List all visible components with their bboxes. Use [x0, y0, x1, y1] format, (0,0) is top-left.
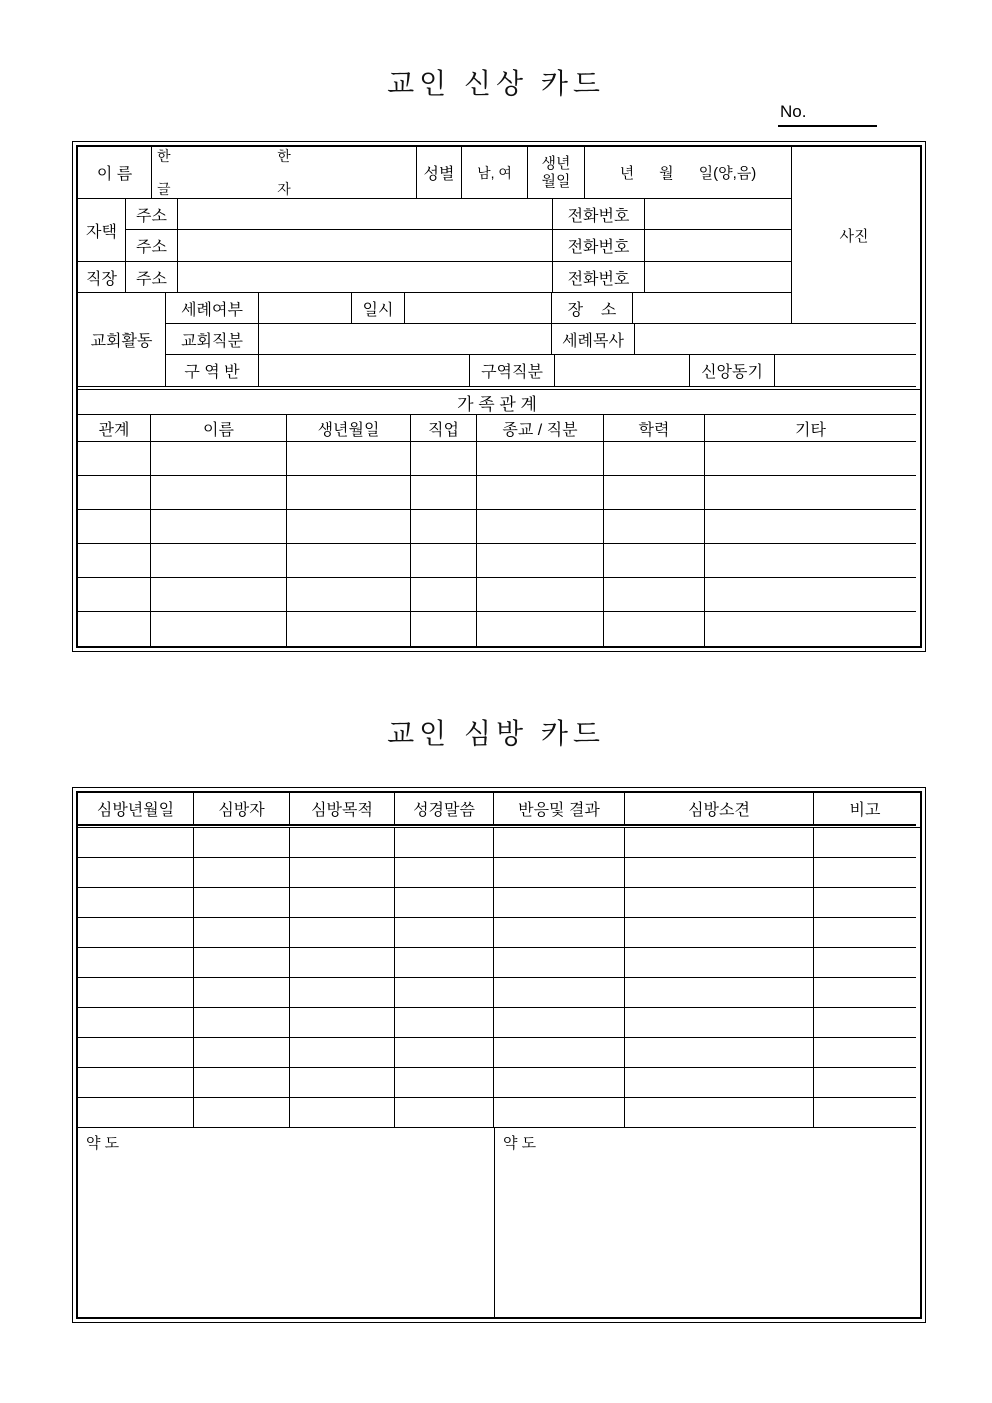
church-activity-label: 교회활동	[78, 293, 166, 386]
hanja-label-bottom: 자	[277, 181, 291, 197]
table-cell	[194, 828, 290, 857]
table-cell	[395, 828, 494, 857]
table-cell	[411, 612, 477, 646]
table-cell	[477, 476, 604, 509]
gender-options: 남, 여	[462, 147, 528, 198]
table-cell	[290, 1068, 395, 1097]
table-cell	[194, 948, 290, 977]
family-section-title: 가 족 관 계	[78, 390, 916, 415]
table-cell	[78, 1098, 194, 1127]
table-cell	[194, 1038, 290, 1067]
photo-label: 사진	[839, 227, 869, 245]
phone-label: 전화번호	[553, 199, 645, 229]
table-cell	[290, 918, 395, 947]
faith-motive-field	[775, 355, 916, 386]
map-label: 약 도	[503, 1135, 537, 1152]
family-table-row	[78, 442, 916, 476]
datetime-label: 일시	[352, 293, 405, 323]
table-cell	[290, 1038, 395, 1067]
visit-table-row	[78, 1008, 916, 1038]
work-address-field	[178, 262, 553, 292]
column-header: 비고	[849, 802, 881, 819]
table-cell	[78, 978, 194, 1007]
district-row	[166, 355, 916, 386]
work-label: 직장	[78, 262, 126, 292]
table-cell	[287, 442, 411, 475]
table-cell	[411, 476, 477, 509]
family-table-row	[78, 510, 916, 544]
column-header: 기타	[795, 421, 826, 439]
family-table-row	[78, 544, 916, 578]
baptism-label: 세례여부	[166, 293, 259, 323]
table-cell	[814, 828, 916, 857]
table-cell	[194, 888, 290, 917]
table-cell	[78, 476, 151, 509]
table-cell	[194, 858, 290, 887]
hanja-label-top: 한	[277, 148, 291, 164]
visit-card-title: 교인 심방 카드	[387, 718, 605, 749]
table-cell	[290, 888, 395, 917]
map-box-right	[495, 1128, 916, 1317]
family-table-row	[78, 476, 916, 510]
table-cell	[287, 544, 411, 577]
table-cell	[78, 1038, 194, 1067]
table-cell	[287, 578, 411, 611]
home-label: 자택	[78, 199, 126, 261]
table-cell	[395, 1068, 494, 1097]
table-cell	[290, 978, 395, 1007]
table-cell	[494, 828, 625, 857]
birth-label-bottom: 월일	[541, 172, 571, 190]
column-header: 이름	[151, 415, 287, 441]
table-cell	[814, 948, 916, 977]
table-cell	[814, 1038, 916, 1067]
table-cell	[78, 510, 151, 543]
faith-motive-label: 신앙동기	[690, 355, 775, 386]
table-cell	[814, 978, 916, 1007]
table-cell	[78, 918, 194, 947]
home-address-row-1	[126, 199, 792, 230]
name-label: 이 름	[78, 147, 152, 198]
table-cell	[705, 442, 916, 475]
table-cell	[625, 1068, 814, 1097]
table-cell	[290, 1008, 395, 1037]
address-label: 주소	[126, 262, 178, 292]
visit-table-row	[78, 1098, 916, 1128]
table-cell	[395, 978, 494, 1007]
home-phone-field-1	[645, 199, 792, 229]
work-phone-field	[645, 262, 792, 292]
table-cell	[395, 1008, 494, 1037]
church-position-row	[166, 324, 916, 355]
column-header: 심방목적	[290, 793, 395, 824]
visit-table-row	[78, 888, 916, 918]
hangul-label-top: 한	[157, 148, 171, 164]
table-cell	[411, 442, 477, 475]
column-header: 성경말씀	[395, 793, 494, 824]
table-cell	[705, 544, 916, 577]
church-position-label: 교회직분	[166, 324, 259, 354]
table-cell	[604, 510, 705, 543]
table-cell	[814, 918, 916, 947]
table-cell	[290, 1098, 395, 1127]
district-class-field	[259, 355, 470, 386]
visit-table-row	[78, 918, 916, 948]
table-cell	[194, 1098, 290, 1127]
visit-table-row	[78, 1068, 916, 1098]
home-address-row-2	[126, 230, 792, 261]
column-header: 심방년월일	[78, 793, 194, 824]
birth-label	[528, 147, 585, 198]
table-cell	[814, 1068, 916, 1097]
visit-table-header	[78, 793, 916, 826]
district-class-label: 구 역 반	[166, 355, 259, 386]
table-cell	[705, 476, 916, 509]
table-cell	[78, 544, 151, 577]
visit-table-row	[78, 978, 916, 1008]
table-cell	[494, 1038, 625, 1067]
table-cell	[494, 978, 625, 1007]
table-cell	[194, 918, 290, 947]
place-field	[633, 293, 792, 323]
photo-box	[792, 147, 916, 324]
table-cell	[625, 858, 814, 887]
table-cell	[494, 888, 625, 917]
birth-date-field: 년 월 일(양,음)	[585, 147, 792, 198]
table-cell	[287, 612, 411, 646]
table-cell	[477, 442, 604, 475]
family-table-row	[78, 578, 916, 612]
home-address-field-1	[178, 199, 553, 229]
hangul-label-bottom: 글	[157, 181, 171, 197]
table-cell	[494, 1098, 625, 1127]
table-cell	[78, 442, 151, 475]
phone-label: 전화번호	[553, 262, 645, 292]
table-cell	[78, 858, 194, 887]
church-activity-rows	[78, 293, 916, 387]
table-cell	[151, 612, 287, 646]
home-phone-field-2	[645, 230, 792, 261]
table-cell	[411, 510, 477, 543]
member-card-title: 교인 신상 카드	[387, 68, 605, 99]
table-cell	[395, 858, 494, 887]
map-label: 약 도	[86, 1135, 120, 1152]
baptism-pastor-label: 세례목사	[552, 324, 635, 354]
table-cell	[625, 978, 814, 1007]
family-table-row	[78, 612, 916, 646]
table-cell	[477, 612, 604, 646]
table-cell	[78, 1008, 194, 1037]
hangul-label	[157, 149, 171, 196]
table-cell	[625, 918, 814, 947]
datetime-field	[405, 293, 552, 323]
table-cell	[814, 858, 916, 887]
table-cell	[705, 578, 916, 611]
doc-number-label: No.	[780, 102, 807, 121]
visit-table-row	[78, 828, 916, 858]
table-cell	[395, 888, 494, 917]
baptism-field	[259, 293, 352, 323]
table-cell	[494, 918, 625, 947]
visit-table-body	[78, 828, 920, 1128]
column-header: 반응및 결과	[494, 793, 625, 824]
table-cell	[395, 948, 494, 977]
table-cell	[395, 1038, 494, 1067]
doc-number-field	[778, 102, 877, 127]
work-row	[78, 262, 792, 293]
column-header: 심방소견	[625, 793, 814, 824]
visit-card-table	[72, 787, 926, 1323]
table-cell	[78, 828, 194, 857]
table-cell	[625, 888, 814, 917]
table-cell	[194, 1068, 290, 1097]
family-table-header	[78, 415, 916, 442]
table-cell	[411, 544, 477, 577]
address-label: 주소	[126, 230, 178, 261]
table-cell	[625, 948, 814, 977]
table-cell	[604, 578, 705, 611]
table-cell	[477, 544, 604, 577]
table-cell	[78, 948, 194, 977]
table-cell	[494, 1068, 625, 1097]
table-cell	[395, 918, 494, 947]
table-cell	[625, 1038, 814, 1067]
table-cell	[287, 510, 411, 543]
table-cell	[494, 858, 625, 887]
table-cell	[287, 476, 411, 509]
name-input-field	[152, 147, 417, 198]
address-label: 주소	[126, 199, 178, 229]
phone-label: 전화번호	[553, 230, 645, 261]
table-cell	[604, 612, 705, 646]
table-cell	[290, 858, 395, 887]
column-header: 심방자	[194, 793, 290, 824]
baptism-pastor-field	[635, 324, 916, 354]
family-table-body	[78, 442, 920, 646]
table-cell	[477, 578, 604, 611]
column-header: 관계	[78, 415, 151, 441]
district-position-field	[555, 355, 690, 386]
hanja-label	[277, 149, 291, 196]
table-cell	[814, 1098, 916, 1127]
table-cell	[78, 612, 151, 646]
baptism-row	[166, 293, 792, 324]
church-position-field	[259, 324, 552, 354]
table-cell	[290, 828, 395, 857]
home-address-field-2	[178, 230, 553, 261]
table-cell	[494, 948, 625, 977]
place-label: 장 소	[552, 293, 633, 323]
table-cell	[194, 978, 290, 1007]
table-cell	[604, 544, 705, 577]
gender-label: 성별	[417, 147, 462, 198]
district-position-label: 구역직분	[470, 355, 555, 386]
name-row	[78, 147, 792, 199]
table-cell	[494, 1008, 625, 1037]
table-cell	[151, 578, 287, 611]
map-row	[78, 1128, 916, 1317]
table-cell	[625, 1098, 814, 1127]
table-cell	[625, 1008, 814, 1037]
member-card-table	[72, 141, 926, 652]
table-cell	[151, 476, 287, 509]
table-cell	[78, 888, 194, 917]
column-header: 직업	[411, 415, 477, 441]
table-cell	[705, 612, 916, 646]
table-cell	[151, 544, 287, 577]
table-cell	[395, 1098, 494, 1127]
map-box-left	[78, 1128, 495, 1317]
table-cell	[477, 510, 604, 543]
table-cell	[78, 578, 151, 611]
visit-table-row	[78, 948, 916, 978]
table-cell	[151, 442, 287, 475]
table-cell	[814, 1008, 916, 1037]
column-header: 종교 / 직분	[477, 415, 604, 441]
table-cell	[78, 1068, 194, 1097]
table-cell	[411, 578, 477, 611]
table-cell	[705, 510, 916, 543]
table-cell	[604, 442, 705, 475]
home-rows	[78, 199, 792, 262]
table-cell	[151, 510, 287, 543]
table-cell	[604, 476, 705, 509]
table-cell	[814, 888, 916, 917]
column-header: 학력	[604, 415, 705, 441]
table-cell	[290, 948, 395, 977]
visit-table-row	[78, 858, 916, 888]
birth-label-top: 생년	[541, 155, 571, 173]
table-cell	[625, 828, 814, 857]
table-cell	[194, 1008, 290, 1037]
visit-table-row	[78, 1038, 916, 1068]
column-header: 생년월일	[287, 415, 411, 441]
